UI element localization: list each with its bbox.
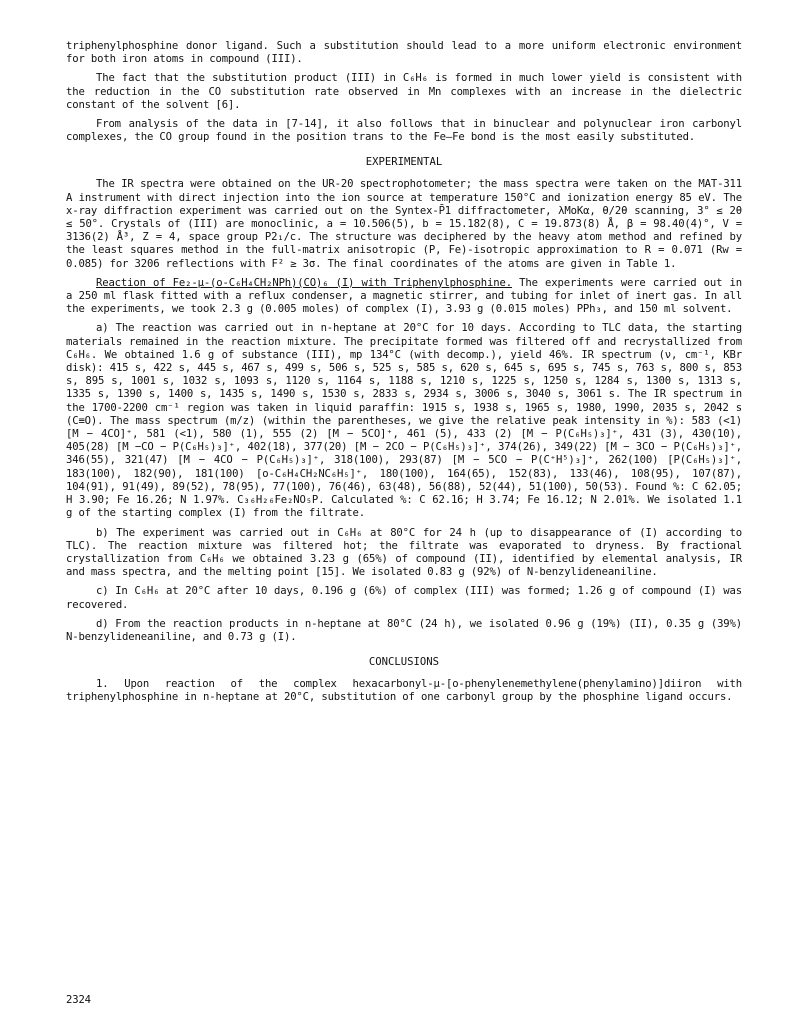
section-heading-conclusions: CONCLUSIONS	[368, 656, 440, 669]
paragraph-trans-co: From analysis of the data in [7-14], it also follows that in binuclear and polynuclear iron carbonyl complexes, the CO group found in the position trans to the Fe—Fe bond is the most easily substituted.	[66, 118, 742, 144]
paragraph-reaction-setup	[66, 277, 742, 317]
paragraph-experiment-d: d) From the reaction products in n-heptane at 80°C (24 h), we isolated 0.96 g (19%) (II), 0.35 g (39%) N-benzylideneaniline, and 0.73 g (I).	[66, 617, 742, 643]
section-heading-experimental: EXPERIMENTAL	[365, 156, 443, 169]
paragraph-experiment-b: b) The experiment was carried out in C₆H₆ at 80°C for 24 h (up to disappearance of (I) according to TLC). The reaction mixture was filtered hot; the filtrate was evaporated to dryness. By fractional crystallization from C₆H₆ we obtained 3.23 g (65%) of compound (II), identified by elemental analysis, IR and mass spectra, and the melting point [15]. We isolated 0.83 g (92%) of N-benzylideneaniline.	[66, 526, 742, 579]
reaction-intro: The experiments were carried out in a 250 ml flask fitted with a reflux condenser, a magnetic stirrer, and tubing for inlet of inert gas. In all the experiments, we took 2.3 g (0.005 moles) of complex (I), 3.93 g (0.015 moles) PPh₃, and 150 ml solvent.	[66, 276, 742, 316]
paragraph-instruments: The IR spectra were obtained on the UR-20 spectrophotometer; the mass spectra were taken on the MAT-311 A instrument with direct injection into the ion source at temperature 150°C and ionization energy 85 eV. The x-ray diffraction experiment was carried out on the Syntex-P̄1 diffractometer, λMoKα, θ/2θ scanning, 3° ≤ 2θ ≤ 50°. Crystals of (III) are monoclinic, a = 10.506(5), b = 15.182(8), C = 19.873(8) Å, β = 98.40(4)°, V = 3136(2) Å³, Z = 4, space group P2₁/c. The structure was deciphered by the heavy atom method and refined by the least squares method in the full-matrix anisotropic (P, Fe)-isotropic approximation to R = 0.071 (Rw = 0.085) for 3206 reflections with F² ≥ 3σ. The final coordinates of the atoms are given in Table 1.	[66, 178, 742, 270]
page-number: 2324	[66, 994, 91, 1006]
paragraph-experiment-c: c) In C₆H₆ at 20°C after 10 days, 0.196 g (6%) of complex (III) was formed; 1.26 g of compound (I) was recovered.	[66, 585, 742, 611]
reaction-title: Reaction of Fe₂-μ-(o-C₆H₄CH₂NPh)(CO)₆ (I) with Triphenylphosphine.	[96, 276, 512, 289]
paragraph-yield-solvent: The fact that the substitution product (III) in C₆H₆ is formed in much lower yield is consistent with the reduction in the CO substitution rate observed in Mn complexes with an increase in the dielectric constant of the solvent [6].	[66, 72, 742, 111]
paragraph-conclusion-1: 1. Upon reaction of the complex hexacarbonyl-μ-[o-phenylenemethylene(phenylamino)]diiron with triphenylphosphine in n-heptane at 20°C, substitution of one carbonyl group by the phosphine ligand occurs.	[66, 678, 742, 704]
paper-page	[66, 40, 742, 711]
paragraph-substitution-uniformity: triphenylphosphine donor ligand. Such a substitution should lead to a more uniform electronic environment for both iron atoms in compound (III).	[66, 40, 742, 66]
paragraph-experiment-a: a) The reaction was carried out in n-heptane at 20°C for 10 days. According to TLC data, the starting materials remained in the reaction mixture. The precipitate formed was filtered off and recrystallized from C₆H₆. We obtained 1.6 g of substance (III), mp 134°C (with decomp.), yield 46%. IR spectrum (ν, cm⁻¹, KBr disk): 415 s, 422 s, 445 s, 467 s, 499 s, 506 s, 525 s, 585 s, 620 s, 645 s, 695 s, 745 s, 763 s, 800 s, 853 s, 895 s, 1001 s, 1032 s, 1093 s, 1120 s, 1164 s, 1188 s, 1210 s, 1225 s, 1250 s, 1284 s, 1300 s, 1313 s, 1335 s, 1390 s, 1400 s, 1435 s, 1490 s, 1530 s, 2833 s, 2934 s, 3006 s, 3040 s, 3061 s. The IR spectrum in the 1700-2200 cm⁻¹ region was taken in liquid paraffin: 1915 s, 1938 s, 1965 s, 1980, 1990, 2035 s, 2042 s (C≡O). The mass spectrum (m/z) (within the parentheses, we give the relative peak intensity in %): 583 (<1) [M − 4CO]⁺, 581 (<1), 580 (1), 555 (2) [M − 5CO]⁺, 461 (5), 433 (2) [M − P(C₆H₅)₃]⁺, 431 (3), 430(10), 405(28) [M −CO − P(C₆H₅)₃]⁺, 402(18), 377(20) [M − 2CO − P(C₆H₅)₃]⁺, 374(26), 349(22) [M − 3CO − P(C₆H₅)₃]⁺, 346(55), 321(47) [M − 4CO − P(C₆H₅)₃]⁺, 318(100), 293(87) [M − 5CO − P(C⁺H⁵)₃]⁺, 262(100) [P(C₆H₅)₃]⁺, 183(100), 182(90), 181(100) [o-C₆H₄CH₂NC₆H₅]⁺, 180(100), 164(65), 152(83), 133(46), 108(95), 107(87), 104(91), 91(49), 89(52), 78(95), 77(100), 76(46), 63(48), 56(88), 52(44), 51(100), 50(53). Found %: C 62.05; H 3.90; Fe 16.26; N 1.97%. C₃₆H₂₆Fe₂NO₅P. Calculated %: C 62.16; H 3.74; Fe 16.12; N 2.01%. We isolated 1.1 g of the starting complex (I) from the filtrate.	[66, 322, 742, 520]
